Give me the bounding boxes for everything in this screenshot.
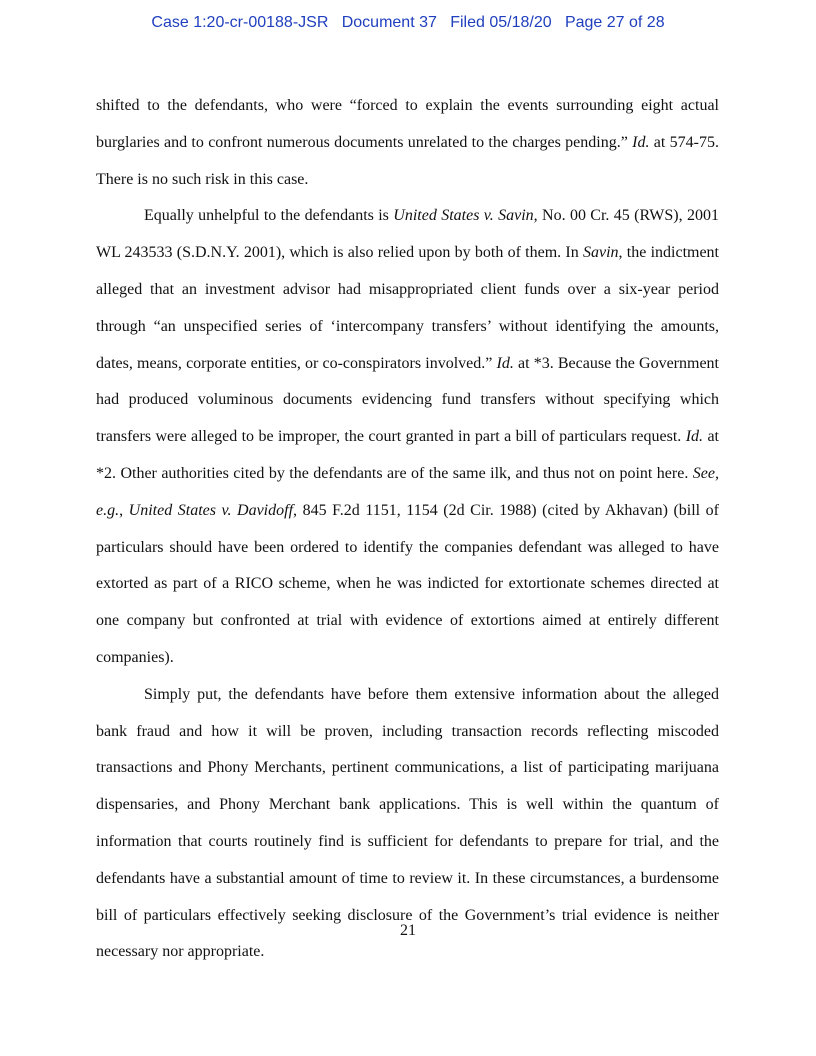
paragraph-3: Simply put, the defendants have before them extensive information about the alleged bank fraud and how it will be proven, including transaction records reflecting miscoded transactions and Phony Merchants, pertinent communications, a list of participating marijuana dispensaries, and Phony Merchant bank applications. This is well within the quantum of information that courts routinely find is sufficient for defendants to prepare for trial, and the defendants have a substantial amount of time to review it. In these circumstances, a burdensome bill of particulars effectively seeking disclosure of the Government’s trial evidence is neither necessary nor appropriate. bbox=[96, 685, 719, 961]
paragraph-2-text-a: Equally unhelpful to the defendants is bbox=[144, 207, 394, 225]
paragraph-2-text-g: , 845 F.2d 1151, 1154 (2d Cir. 1988) (cited by Akhavan) (bill of particulars should have been ordered to identify the companies defendant was alleged to have extorted as part of a RICO scheme, when he was indicted for extortionate schemes directed at one company but confronted at trial with evidence of extortions aimed at entirely different companies). bbox=[96, 501, 720, 666]
id-citation-2: Id. bbox=[685, 428, 704, 446]
paragraph-2 bbox=[96, 198, 719, 676]
case-header: Case 1:20-cr-00188-JSR Document 37 Filed 05/18/20 Page 27 of 28 bbox=[151, 14, 665, 31]
paragraph-2-text-c: , the indictment alleged that an investment advisor had misappropriated client funds over a six-year period through “an unspecified series of ‘intercompany transfers’ without identifying the amounts, dates, means, corporate entities, or co-conspirators involved.” bbox=[96, 244, 720, 372]
paragraph-2-text-f: , bbox=[119, 501, 129, 519]
paragraph-2-text-b: , No. 00 Cr. 45 (RWS), 2001 WL 243533 (S.D.N.Y. 2001), which is also relied upon by both of them. In bbox=[96, 207, 719, 262]
savin-short-cite: Savin bbox=[582, 244, 619, 262]
id-citation: Id. bbox=[632, 133, 650, 151]
id-citation-1: Id. bbox=[496, 354, 514, 372]
document-body bbox=[96, 88, 719, 971]
paragraph-1-text-a: shifted to the defendants, who were “forced to explain the events surrounding eight actual burglaries and to confront numerous documents unrelated to the charges pending.” bbox=[96, 97, 719, 151]
paragraph-2-text-d: at *3. Because the Government had produced voluminous documents evidencing fund transfers without specifying which transfers were alleged to be improper, the court granted in part a bill of particulars request. bbox=[96, 354, 719, 446]
page-number: 21 bbox=[400, 922, 416, 939]
paragraph-2-text-e: at *2. Other authorities cited by the defendants are of the same ilk, and thus not on point here. bbox=[96, 428, 720, 482]
see-eg-signal: See, e.g. bbox=[96, 464, 719, 519]
paragraph-1 bbox=[96, 88, 719, 198]
paragraph-1-text-b: at 574-75. There is no such risk in this case. bbox=[96, 133, 720, 188]
case-name-davidoff: United States v. Davidoff bbox=[128, 501, 294, 519]
case-name-savin: United States v. Savin bbox=[393, 207, 534, 225]
